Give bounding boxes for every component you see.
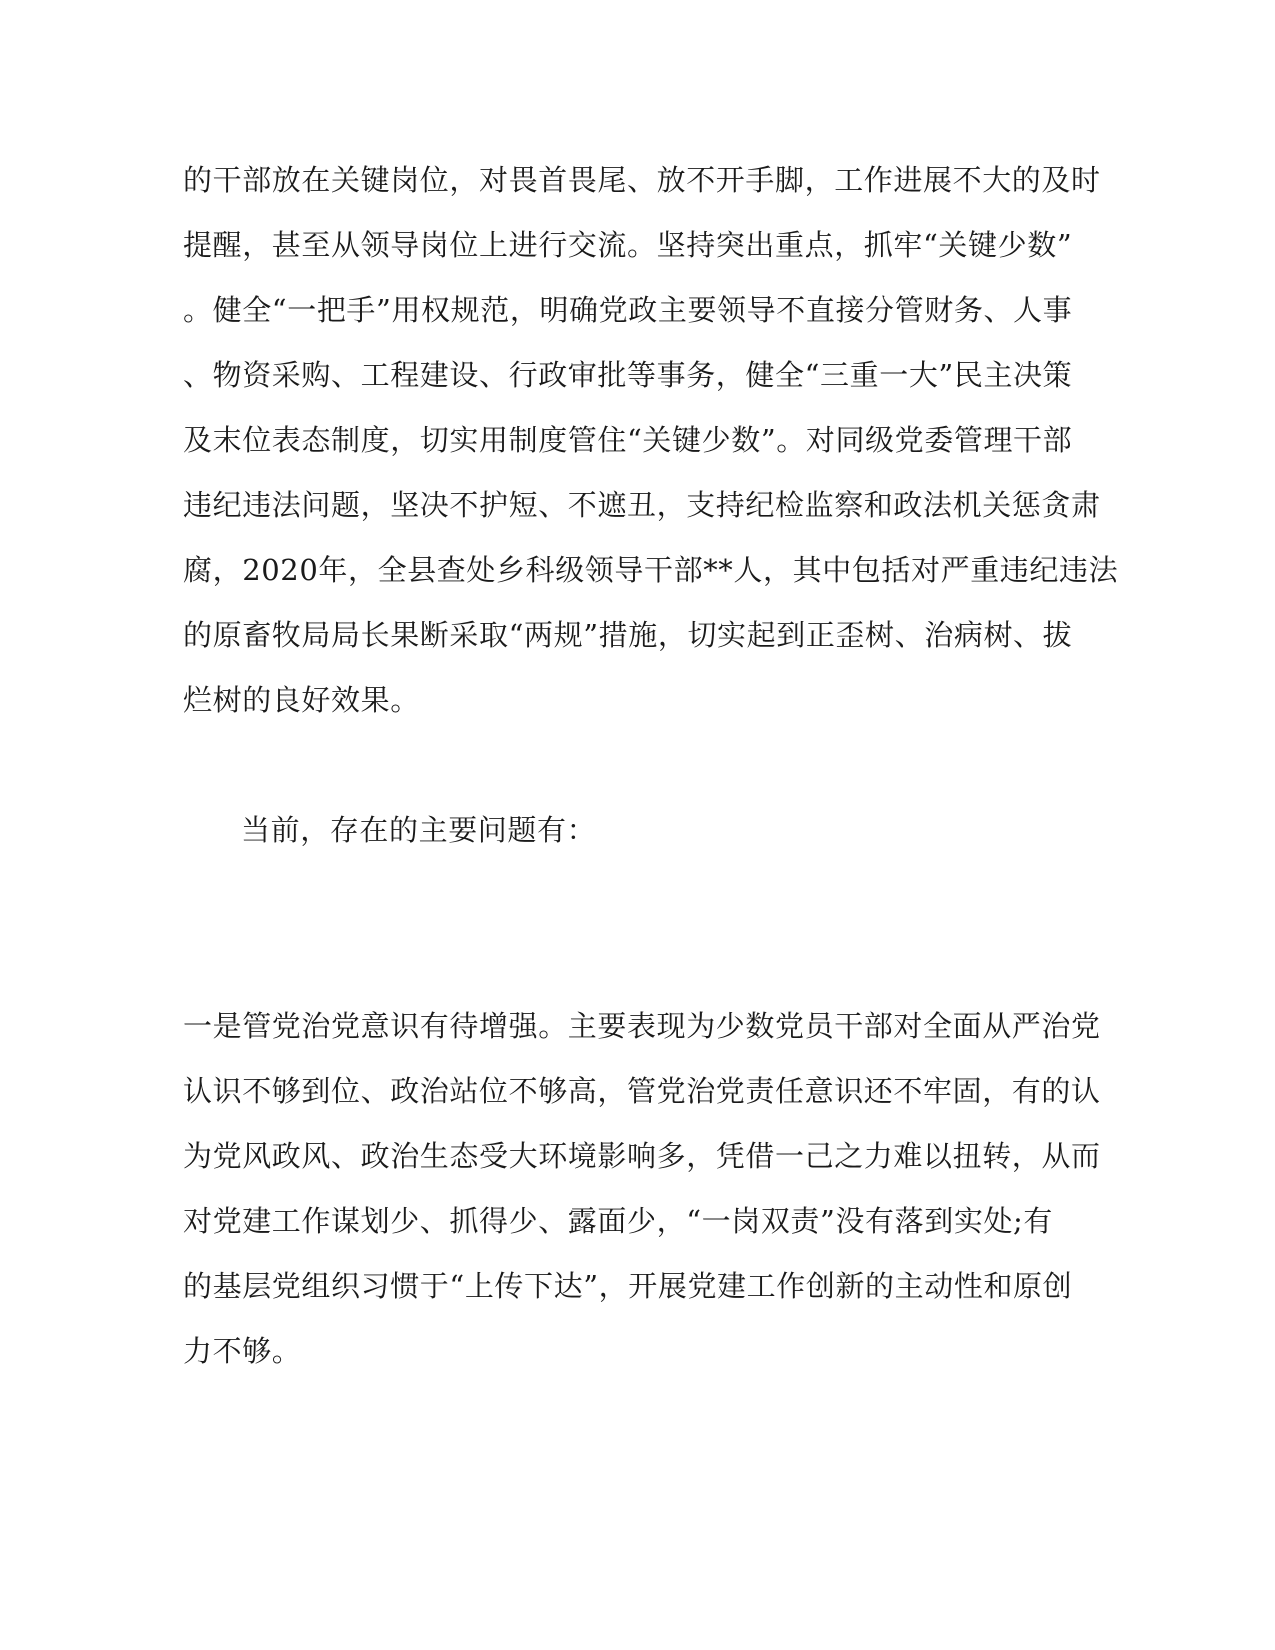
paragraph-2-text: 当前，存在的主要问题有： [241, 813, 597, 847]
paragraph-1-line: 、物资采购、工程建设、行政审批等事务，健全“三重一大”民主决策 [183, 358, 1073, 392]
paragraph-1-line: 的原畜牧局局长果断采取“两规”措施，切实起到正歪树、治病树、拔 [183, 618, 1073, 652]
paragraph-3-line: 力不够。 [183, 1334, 302, 1368]
paragraph-1-line: 违纪违法问题，坚决不护短、不遮丑，支持纪检监察和政法机关惩贪肃 [183, 488, 1101, 522]
paragraph-1-line: 烂树的良好效果。 [183, 683, 420, 717]
paragraph-1-line: 。健全“一把手”用权规范，明确党政主要领导不直接分管财务、人事 [183, 293, 1073, 327]
paragraph-3-line: 的基层党组织习惯于“上传下达”，开展党建工作创新的主动性和原创 [183, 1269, 1073, 1303]
paragraph-1-line: 腐，2020年，全县查处乡科级领导干部**人，其中包括对严重违纪违法 [183, 553, 1119, 587]
paragraph-1-line: 提醒，甚至从领导岗位上进行交流。坚持突出重点，抓牢“关键少数” [183, 228, 1073, 262]
paragraph-3-line: 一是管党治党意识有待增强。主要表现为少数党员干部对全面从严治党 [183, 1009, 1101, 1043]
paragraph-3-line: 认识不够到位、政治站位不够高，管党治党责任意识还不牢固，有的认 [183, 1074, 1101, 1108]
paragraph-3-line: 为党风政风、政治生态受大环境影响多，凭借一己之力难以扭转，从而 [183, 1139, 1101, 1173]
paragraph-1-line: 的干部放在关键岗位，对畏首畏尾、放不开手脚，工作进展不大的及时 [183, 163, 1101, 197]
paragraph-1-line: 及末位表态制度，切实用制度管住“关键少数”。对同级党委管理干部 [183, 423, 1073, 457]
paragraph-3-line: 对党建工作谋划少、抓得少、露面少，“一岗双责”没有落到实处;有 [183, 1204, 1054, 1238]
